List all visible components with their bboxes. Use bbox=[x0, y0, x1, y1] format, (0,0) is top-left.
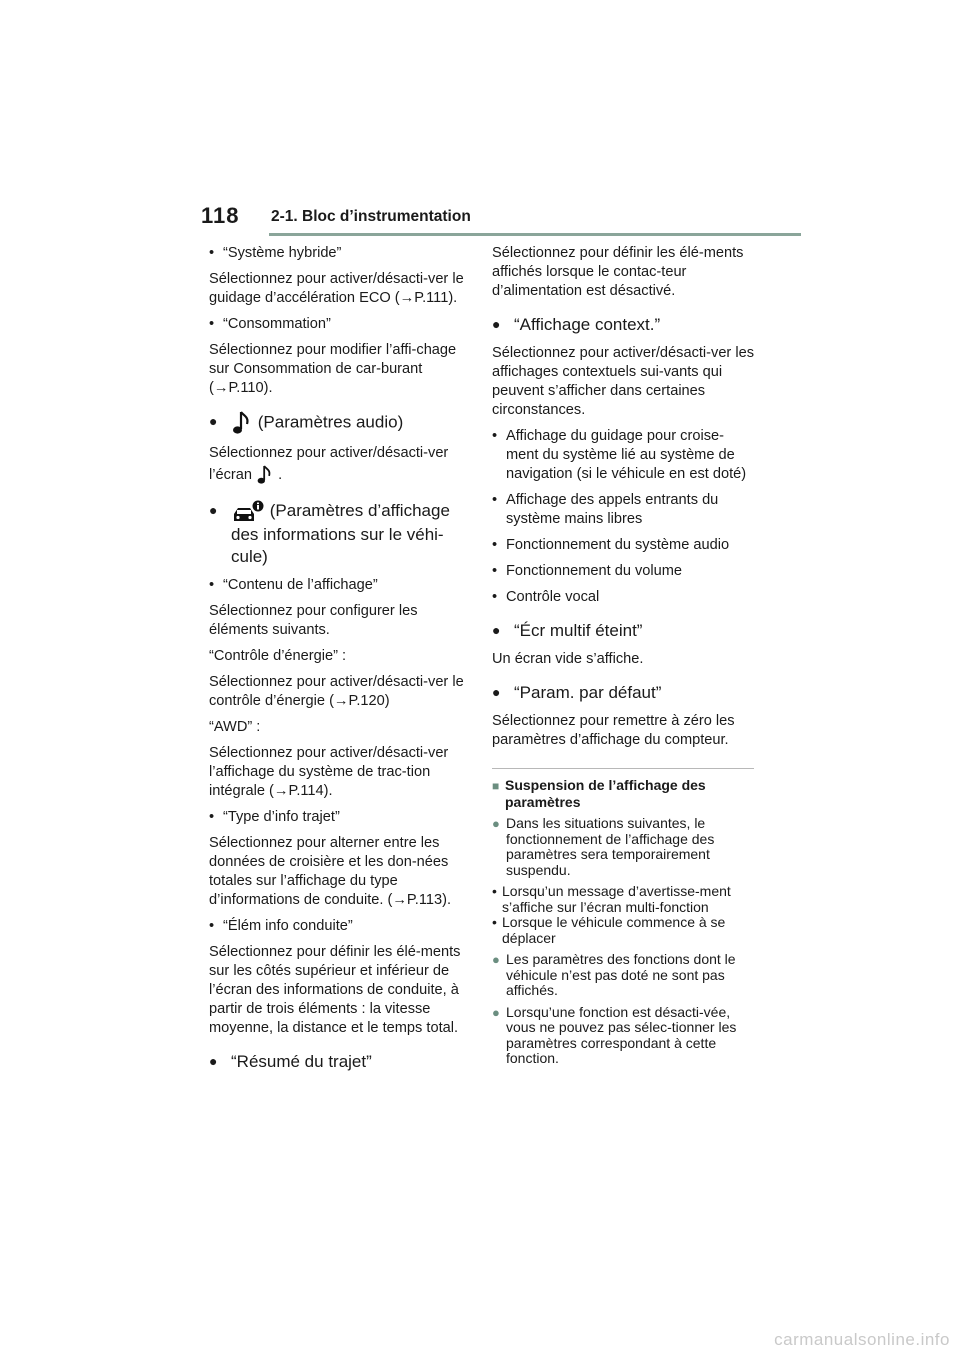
list-item: • “Élém info conduite” bbox=[209, 917, 353, 934]
heading-trip-summary: ● “Résumé du trajet” bbox=[209, 1051, 372, 1071]
header-rule bbox=[269, 233, 801, 236]
heading-default-settings: ● “Param. par défaut” bbox=[492, 683, 662, 702]
paragraph: Sélectionnez pour remettre à zéro les paramètres d’affichage du compteur. bbox=[492, 713, 735, 748]
heading-context-display: ● “Affichage context.” bbox=[492, 315, 661, 334]
paragraph: “AWD” : bbox=[209, 718, 261, 735]
heading-audio-settings: ● (Paramètres audio) bbox=[209, 410, 465, 436]
section-title: 2-1. Bloc d’instrumentation bbox=[271, 208, 471, 225]
paragraph: Sélectionnez pour définir les élé-ments sur les côtés supérieur et inférieur de l’écran des informations de conduite, à partir de trois éléments : la vitesse moyenne, la distance et le temps total. bbox=[209, 943, 461, 1036]
page-header bbox=[199, 203, 801, 235]
heading-vehicle-info-settings: ● (Paramètres d’affichage des informations sur le véhi-cule) bbox=[209, 501, 450, 566]
paragraph: Sélectionnez pour activer/désacti-ver le contrôle d’énergie (→P.120) bbox=[209, 673, 464, 709]
heading-screen-off: ● “Écr multif éteint” bbox=[492, 621, 643, 640]
list-item: • “Système hybride” bbox=[209, 245, 342, 261]
note-title: ■ Suspension de l’affichage des paramètres bbox=[492, 777, 706, 810]
left-column bbox=[209, 244, 465, 1081]
paragraph: Sélectionnez pour activer/désacti-ver l’affichage du système de trac-tion intégrale (→P.114). bbox=[209, 744, 449, 799]
paragraph: Sélectionnez pour définir les élé-ments affichés lorsque le contac-teur d’alimentation est désactivé. bbox=[492, 245, 744, 299]
paragraph: Sélectionnez pour alterner entre les données de croisière et les don-nées totales sur l’affichage du type d’informations de conduite. (→P.113). bbox=[209, 834, 452, 908]
paragraph: “Contrôle d’énergie” : bbox=[209, 647, 347, 664]
music-note-icon bbox=[231, 410, 253, 436]
list-item: • Fonctionnement du système audio bbox=[492, 537, 730, 553]
paragraph: Sélectionnez pour activer/désacti-ver le guidage d’accélération ECO (→P.111). bbox=[209, 271, 464, 306]
list-item: • “Consommation” bbox=[209, 316, 331, 332]
watermark[interactable]: carmanualsonline.info bbox=[774, 1330, 950, 1349]
paragraph: Sélectionnez pour configurer les éléments suivants. bbox=[209, 602, 418, 638]
paragraph: Sélectionnez pour activer/désacti-ver les affichages contextuels sui-vants qui peuvent s’afficher dans certaines circonstances. bbox=[492, 345, 755, 418]
list-item: • “Contenu de l’affichage” bbox=[209, 576, 378, 593]
note-item: ● Lorsqu’une fonction est désacti-vée, vous ne pouvez pas sélec-tionner les paramètres correspondant à cette fonction. bbox=[492, 1003, 737, 1066]
right-column bbox=[492, 244, 754, 1073]
paragraph: Sélectionnez pour activer/désacti-ver l’écran . bbox=[209, 444, 465, 487]
paragraph: Un écran vide s’affiche. bbox=[492, 651, 644, 667]
list-item: • Contrôle vocal bbox=[492, 589, 600, 605]
note-divider bbox=[492, 768, 754, 769]
page-number: 118 bbox=[201, 203, 240, 228]
note-group bbox=[492, 816, 754, 946]
list-item: • Affichage du guidage pour croise-ment du système lié au système de navigation (si le véhicule en est doté) bbox=[492, 428, 747, 482]
list-item: • “Type d’info trajet” bbox=[209, 808, 340, 825]
music-note-icon bbox=[256, 463, 274, 487]
list-item: • Fonctionnement du volume bbox=[492, 563, 683, 579]
note-item: ● Dans les situations suivantes, le fonctionnement de l’affichage des paramètres sera temporairement suspendu. bbox=[492, 815, 715, 878]
note-subitem: • Lorsque le véhicule commence à se déplacer bbox=[492, 914, 726, 946]
list-item: • Affichage des appels entrants du système mains libres bbox=[492, 492, 719, 527]
car-info-icon bbox=[231, 500, 265, 524]
note-item: ● Les paramètres des fonctions dont le véhicule n’est pas doté ne sont pas affichés. bbox=[492, 951, 736, 998]
paragraph: Sélectionnez pour modifier l’affi-chage sur Consommation de car-burant (→P.110). bbox=[209, 342, 457, 396]
note-subitem: • Lorsqu’un message d’avertisse-ment s’affiche sur l’écran multi-fonction bbox=[492, 883, 731, 915]
